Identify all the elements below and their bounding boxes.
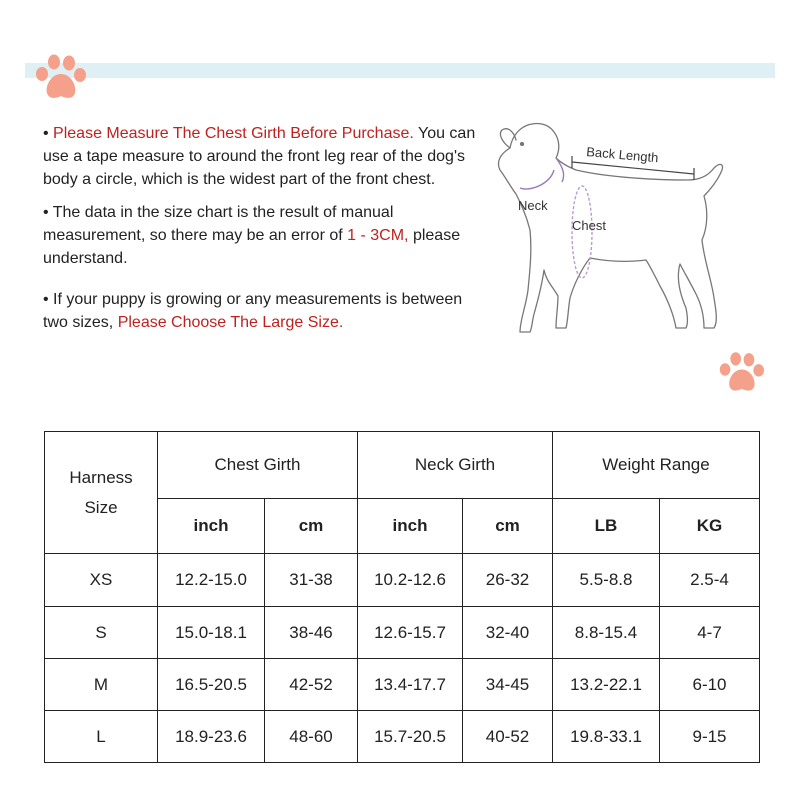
table-cell: 15.7-20.5 bbox=[358, 711, 463, 763]
table-cell: 10.2-12.6 bbox=[358, 554, 463, 607]
table-cell: 18.9-23.6 bbox=[158, 711, 265, 763]
harness-size-header bbox=[45, 432, 158, 554]
size-label: XS bbox=[45, 554, 158, 607]
note-error-text: • The data in the size chart is the result of manual measurement, so there may be an error of bbox=[43, 204, 394, 244]
neck-label: Neck bbox=[518, 198, 548, 213]
unit-header: KG bbox=[660, 499, 760, 554]
note-growing-text: • If your puppy is growing or any measurements is between two sizes, bbox=[43, 291, 463, 331]
table-cell: 34-45 bbox=[463, 659, 553, 711]
unit-header: cm bbox=[463, 499, 553, 554]
table-cell: 15.0-18.1 bbox=[158, 607, 265, 659]
table-row bbox=[45, 711, 760, 763]
weight-range-header: Weight Range bbox=[553, 432, 760, 499]
table-group-header-row bbox=[45, 432, 760, 499]
note-bullet: • bbox=[43, 125, 54, 142]
table-cell: 26-32 bbox=[463, 554, 553, 607]
table-cell: 8.8-15.4 bbox=[553, 607, 660, 659]
neck-girth-header: Neck Girth bbox=[358, 432, 553, 499]
measurement-notes bbox=[43, 122, 483, 344]
table-cell: 9-15 bbox=[660, 711, 760, 763]
size-label: L bbox=[45, 711, 158, 763]
note-error-rest: please understand. bbox=[43, 227, 461, 267]
table-cell: 13.4-17.7 bbox=[358, 659, 463, 711]
unit-header: inch bbox=[158, 499, 265, 554]
table-cell: 19.8-33.1 bbox=[553, 711, 660, 763]
table-row bbox=[45, 659, 760, 711]
table-cell: 6-10 bbox=[660, 659, 760, 711]
note-growing bbox=[43, 288, 483, 334]
table-row bbox=[45, 607, 760, 659]
header-band bbox=[25, 63, 775, 78]
chest-label: Chest bbox=[572, 218, 606, 233]
table-cell: 42-52 bbox=[265, 659, 358, 711]
back-length-label: Back Length bbox=[585, 144, 660, 166]
size-chart-table bbox=[44, 431, 760, 763]
table-cell: 38-46 bbox=[265, 607, 358, 659]
note-chest-detail: You can use a tape measure to around the front leg rear of the dog's body a circle, which is the widest part of the front chest. bbox=[43, 125, 476, 188]
table-cell: 13.2-22.1 bbox=[553, 659, 660, 711]
note-chest bbox=[43, 122, 483, 191]
paw-icon bbox=[32, 52, 88, 104]
table-cell: 31-38 bbox=[265, 554, 358, 607]
table-cell: 12.6-15.7 bbox=[358, 607, 463, 659]
paw-icon bbox=[716, 350, 766, 396]
note-error bbox=[43, 201, 483, 270]
note-error-range: 1 - 3CM, bbox=[347, 227, 409, 244]
unit-header: LB bbox=[553, 499, 660, 554]
note-chest-emphasis: Please Measure The Chest Girth Before Purchase. bbox=[53, 125, 414, 142]
table-cell: 32-40 bbox=[463, 607, 553, 659]
chest-girth-header: Chest Girth bbox=[158, 432, 358, 499]
table-cell: 5.5-8.8 bbox=[553, 554, 660, 607]
table-cell: 16.5-20.5 bbox=[158, 659, 265, 711]
table-cell: 12.2-15.0 bbox=[158, 554, 265, 607]
table-cell: 4-7 bbox=[660, 607, 760, 659]
table-cell: 48-60 bbox=[265, 711, 358, 763]
note-growing-emphasis: Please Choose The Large Size. bbox=[117, 314, 344, 331]
unit-header: cm bbox=[265, 499, 358, 554]
size-label: S bbox=[45, 607, 158, 659]
size-label: M bbox=[45, 659, 158, 711]
dog-diagram bbox=[490, 110, 750, 350]
table-row bbox=[45, 554, 760, 607]
table-cell: 40-52 bbox=[463, 711, 553, 763]
unit-header: inch bbox=[358, 499, 463, 554]
harness-size-line1: Harness bbox=[69, 467, 133, 487]
table-cell: 2.5-4 bbox=[660, 554, 760, 607]
harness-size-line2: Size bbox=[84, 497, 118, 517]
